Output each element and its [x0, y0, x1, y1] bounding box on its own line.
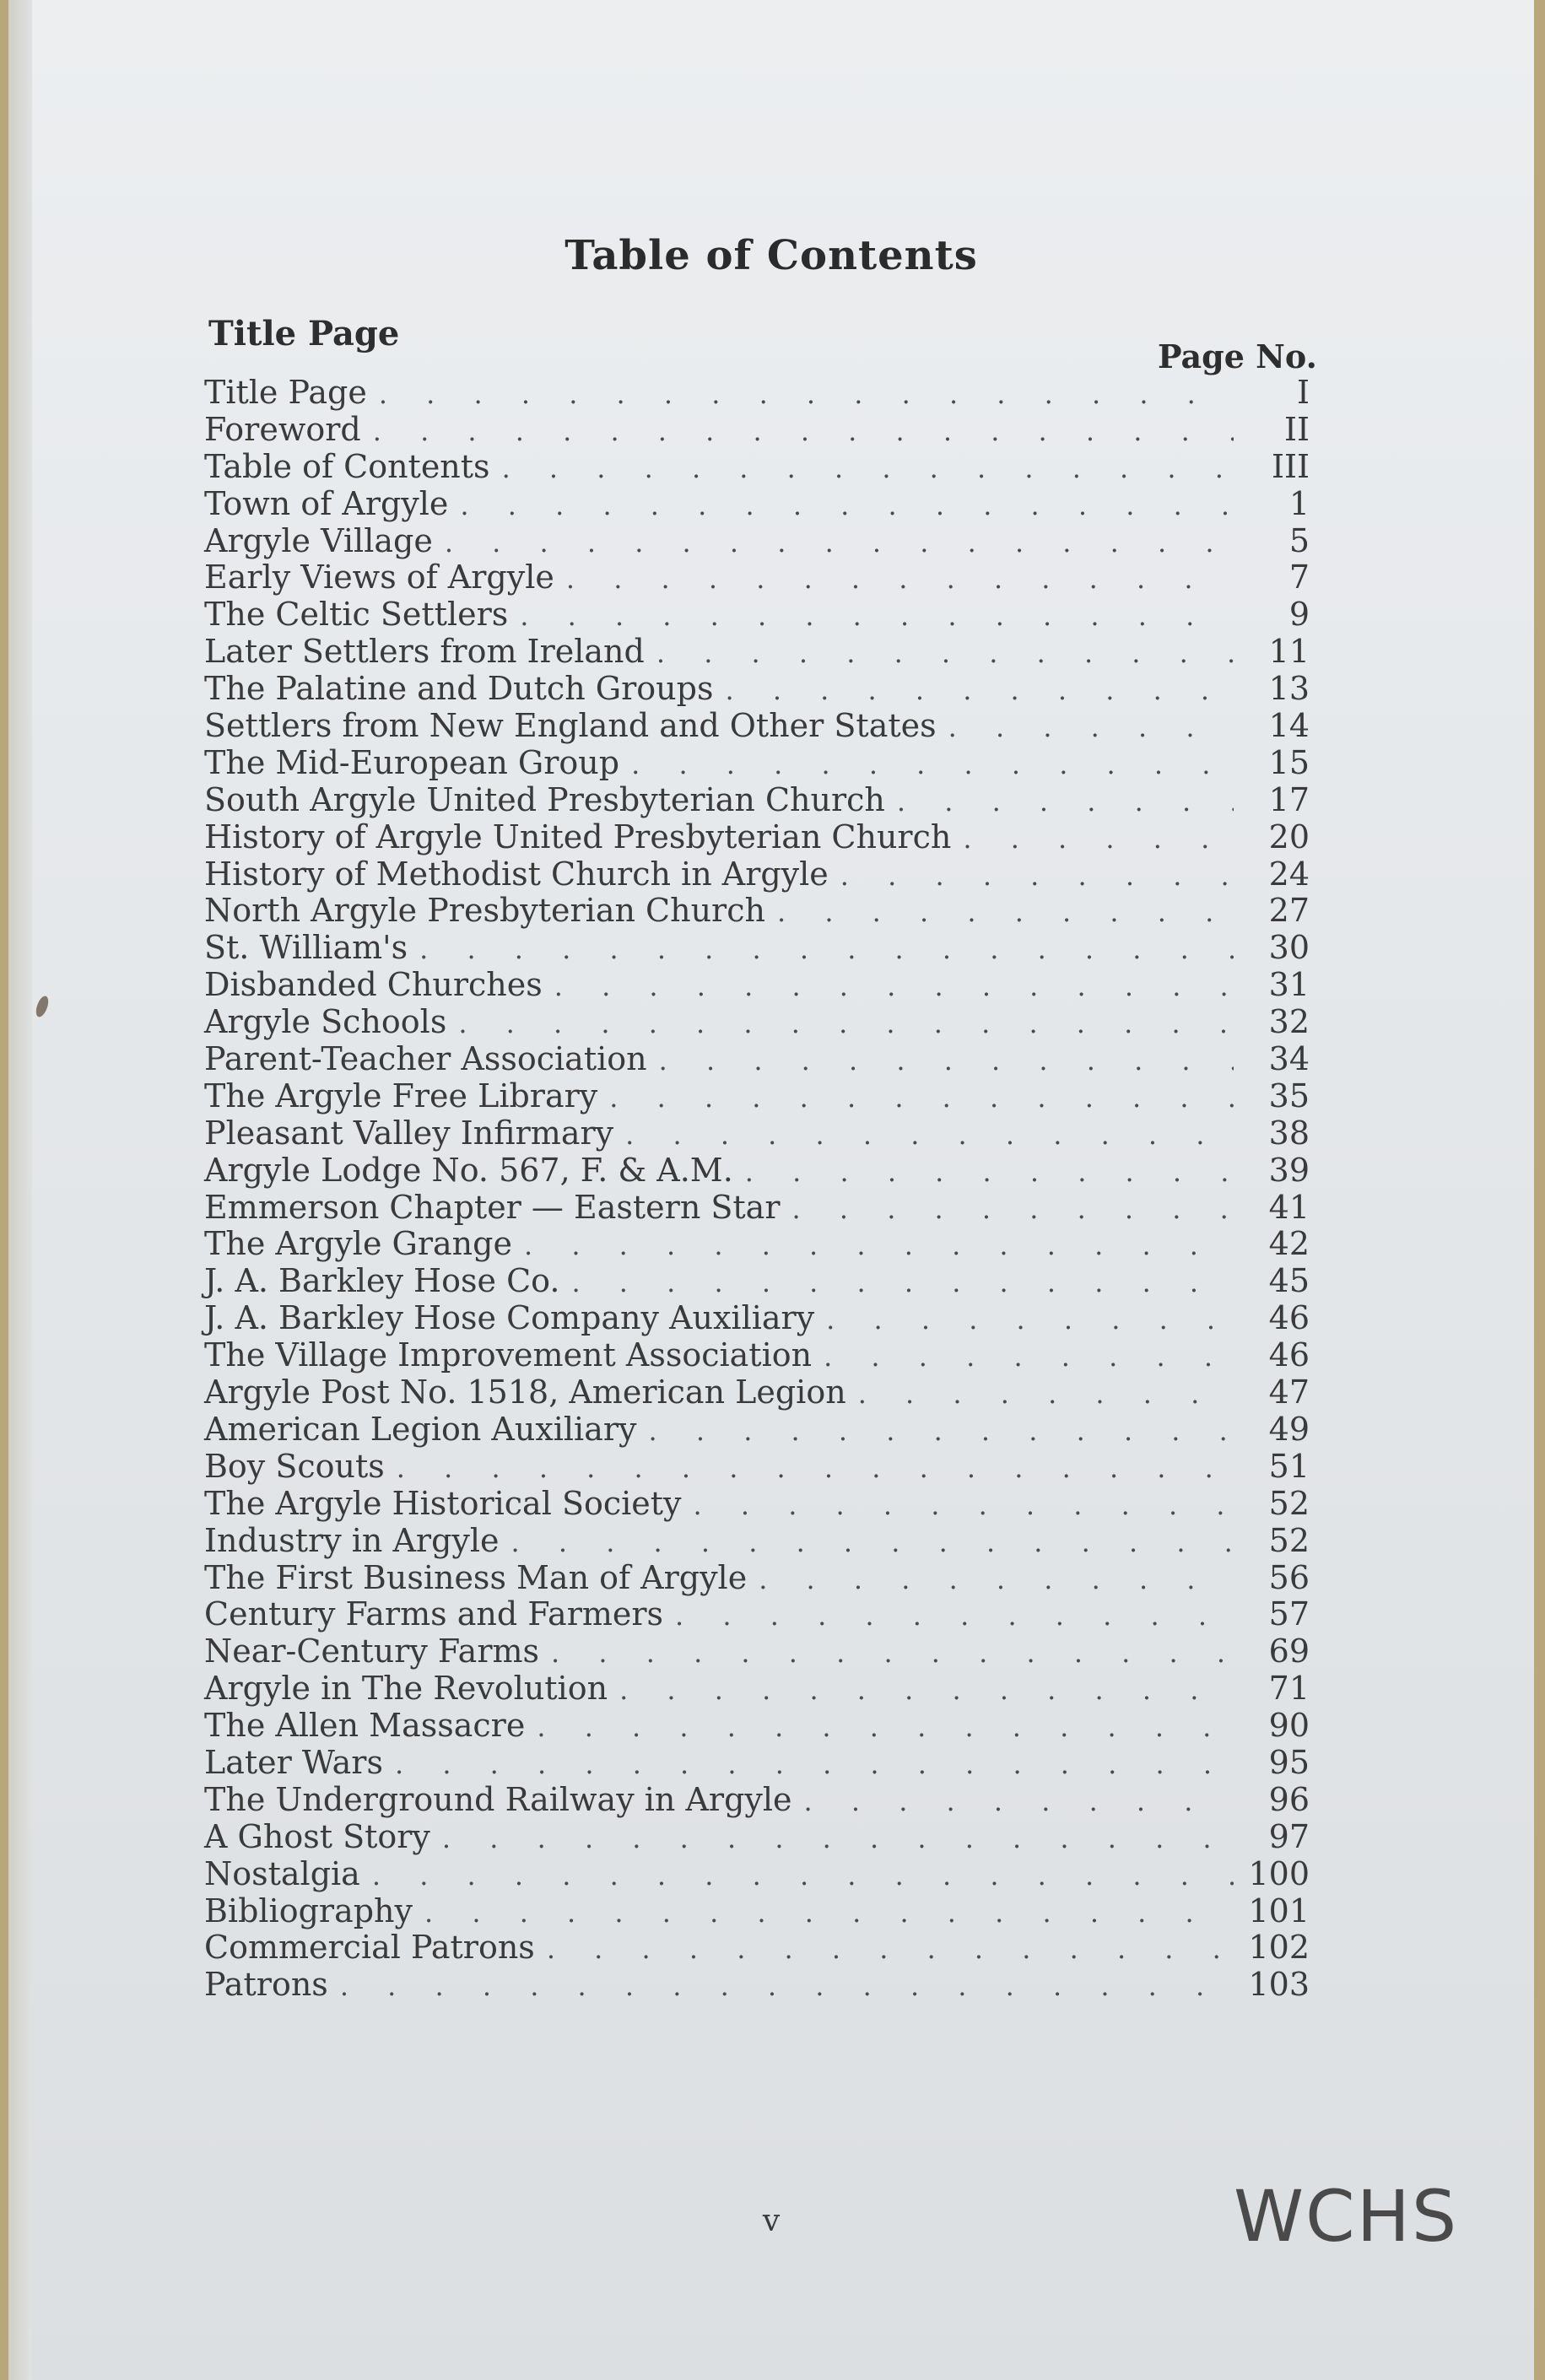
- toc-entry: [204, 1670, 1310, 1708]
- toc-leader-dots: [340, 1968, 1234, 2005]
- toc-entry: [204, 523, 1310, 560]
- toc-leader-dots: [725, 672, 1234, 710]
- toc-leader-dots: [840, 858, 1234, 895]
- toc-entry: [204, 1041, 1310, 1078]
- toc-entry: [204, 449, 1310, 486]
- toc-leader-dots: [619, 1672, 1234, 1709]
- toc-leader-dots: [566, 561, 1234, 598]
- toc-leader-dots: [609, 1080, 1234, 1117]
- toc-entry-page: 14: [1268, 707, 1310, 745]
- toc-entry-page: 38: [1268, 1114, 1310, 1152]
- toc-entry-title: Foreword: [204, 410, 361, 448]
- table-of-contents-list: [204, 375, 1310, 2004]
- toc-entry-title: History of Argyle United Presbyterian Church: [204, 818, 952, 855]
- toc-leader-dots: [759, 1562, 1234, 1599]
- toc-entry-title: Pleasant Valley Infirmary: [204, 1114, 614, 1152]
- toc-entry-title: Boy Scouts: [204, 1447, 385, 1485]
- toc-entry-page: 46: [1268, 1336, 1310, 1374]
- toc-entry: [204, 819, 1310, 856]
- toc-leader-dots: [694, 1487, 1234, 1525]
- toc-entry-page: 71: [1268, 1670, 1310, 1708]
- toc-entry-title: The Underground Railway in Argyle: [204, 1780, 792, 1818]
- toc-leader-dots: [511, 1525, 1234, 1562]
- toc-entry-page: II: [1283, 410, 1310, 448]
- toc-entry: [204, 1190, 1310, 1227]
- toc-entry-title: Industry in Argyle: [204, 1521, 500, 1559]
- toc-leader-dots: [551, 1635, 1234, 1672]
- toc-entry-title: Emmerson Chapter — Eastern Star: [204, 1188, 781, 1226]
- toc-leader-dots: [395, 1746, 1234, 1784]
- toc-leader-dots: [826, 1302, 1234, 1339]
- toc-entry-page: 24: [1268, 855, 1310, 893]
- toc-entry: [204, 1967, 1310, 2004]
- toc-entry-title: Argyle in The Revolution: [204, 1670, 608, 1708]
- toc-entry-title: Parent-Teacher Association: [204, 1040, 647, 1078]
- toc-leader-dots: [804, 1784, 1234, 1821]
- toc-entry-title: Settlers from New England and Other States: [204, 707, 937, 745]
- toc-entry-page: 31: [1268, 966, 1310, 1004]
- toc-entry: [204, 1782, 1310, 1819]
- toc-entry-page: 57: [1268, 1595, 1310, 1633]
- toc-entry: [204, 375, 1310, 412]
- toc-entry: [204, 1486, 1310, 1523]
- toc-leader-dots: [547, 1931, 1234, 1968]
- toc-leader-dots: [397, 1450, 1234, 1487]
- toc-entry-title: Argyle Post No. 1518, American Legion: [204, 1373, 846, 1411]
- toc-entry-page: 35: [1268, 1077, 1310, 1114]
- toc-leader-dots: [424, 1895, 1234, 1932]
- toc-entry-page: 52: [1268, 1521, 1310, 1559]
- footer-page-number: v: [762, 2204, 781, 2238]
- toc-entry-title: Early Views of Argyle: [204, 559, 554, 596]
- toc-leader-dots: [379, 376, 1234, 413]
- toc-entry-title: Commercial Patrons: [204, 1929, 535, 1967]
- toc-leader-dots: [948, 710, 1234, 747]
- toc-entry: [204, 1300, 1310, 1337]
- toc-entry-page: 34: [1268, 1040, 1310, 1078]
- toc-entry: [204, 1523, 1310, 1560]
- toc-entry-page: 17: [1268, 780, 1310, 818]
- toc-entry: [204, 1374, 1310, 1411]
- toc-entry-title: J. A. Barkley Hose Company Auxiliary: [204, 1299, 815, 1337]
- column-header-title: Title Page: [208, 314, 400, 353]
- toc-entry-page: 7: [1288, 559, 1310, 596]
- toc-entry: [204, 1004, 1310, 1041]
- toc-entry-title: North Argyle Presbyterian Church: [204, 892, 765, 930]
- page-binding-edge: [8, 0, 32, 2380]
- watermark: WCHS: [1234, 2175, 1459, 2258]
- toc-entry-page: 45: [1268, 1262, 1310, 1300]
- toc-entry-title: Argyle Schools: [204, 1003, 447, 1041]
- toc-entry: [204, 967, 1310, 1004]
- column-header-page: Page No.: [1158, 337, 1317, 375]
- toc-leader-dots: [445, 525, 1234, 562]
- toc-leader-dots: [659, 1043, 1234, 1080]
- toc-entry: [204, 893, 1310, 930]
- toc-entry-page: 5: [1288, 521, 1310, 559]
- toc-entry-title: Title Page: [204, 374, 367, 411]
- toc-entry: [204, 1633, 1310, 1670]
- toc-leader-dots: [631, 747, 1234, 784]
- toc-entry-title: Table of Contents: [204, 447, 490, 485]
- toc-entry: [204, 1929, 1310, 1967]
- toc-entry-page: 103: [1248, 1966, 1310, 2004]
- toc-entry: [204, 1078, 1310, 1115]
- toc-leader-dots: [792, 1191, 1234, 1228]
- toc-entry-page: 49: [1268, 1410, 1310, 1448]
- toc-entry: [204, 1893, 1310, 1930]
- toc-entry: [204, 782, 1310, 819]
- toc-entry: [204, 1596, 1310, 1633]
- toc-leader-dots: [419, 931, 1234, 969]
- toc-entry-page: I: [1296, 374, 1310, 411]
- toc-entry-title: Argyle Lodge No. 567, F. & A.M.: [204, 1151, 733, 1189]
- toc-entry: [204, 1337, 1310, 1374]
- toc-entry-page: 96: [1268, 1780, 1310, 1818]
- toc-entry-page: 41: [1268, 1188, 1310, 1226]
- toc-entry: [204, 412, 1310, 449]
- toc-entry-title: Century Farms and Farmers: [204, 1595, 664, 1633]
- toc-entry: [204, 1819, 1310, 1856]
- toc-entry: [204, 1115, 1310, 1152]
- page-title: Table of Contents: [565, 232, 978, 279]
- toc-leader-dots: [571, 1265, 1234, 1302]
- toc-entry-title: Near-Century Farms: [204, 1633, 540, 1670]
- toc-leader-dots: [373, 413, 1234, 451]
- toc-entry-title: South Argyle United Presbyterian Church: [204, 780, 885, 818]
- toc-entry-title: Bibliography: [204, 1892, 413, 1929]
- toc-entry: [204, 596, 1310, 634]
- toc-entry-page: 100: [1248, 1854, 1310, 1892]
- toc-entry: [204, 930, 1310, 967]
- toc-entry-page: 47: [1268, 1373, 1310, 1411]
- toc-entry-title: Patrons: [204, 1966, 328, 2004]
- toc-entry: [204, 1449, 1310, 1486]
- toc-entry-title: Nostalgia: [204, 1854, 360, 1892]
- toc-entry-title: Argyle Village: [204, 521, 433, 559]
- toc-entry-title: The Argyle Free Library: [204, 1077, 598, 1114]
- toc-entry: [204, 1411, 1310, 1449]
- toc-entry-page: III: [1271, 447, 1310, 485]
- toc-entry-page: 97: [1268, 1817, 1310, 1855]
- toc-entry-title: The Argyle Grange: [204, 1225, 512, 1263]
- toc-leader-dots: [554, 969, 1234, 1006]
- toc-entry-page: 102: [1248, 1929, 1310, 1967]
- toc-entry-title: The Celtic Settlers: [204, 596, 509, 634]
- toc-leader-dots: [442, 1821, 1234, 1858]
- toc-entry: [204, 1263, 1310, 1300]
- toc-entry-title: Later Settlers from Ireland: [204, 633, 645, 671]
- toc-entry-page: 9: [1288, 596, 1310, 634]
- toc-entry: [204, 1856, 1310, 1893]
- toc-entry-page: 32: [1268, 1003, 1310, 1041]
- toc-entry-title: Town of Argyle: [204, 484, 449, 522]
- toc-leader-dots: [458, 1006, 1234, 1043]
- toc-leader-dots: [777, 894, 1234, 931]
- toc-entry-title: American Legion Auxiliary: [204, 1410, 637, 1448]
- toc-entry: [204, 856, 1310, 893]
- toc-entry: [204, 486, 1310, 523]
- toc-leader-dots: [656, 635, 1234, 672]
- toc-entry-title: The Village Improvement Association: [204, 1336, 813, 1374]
- toc-leader-dots: [537, 1709, 1234, 1746]
- toc-leader-dots: [520, 598, 1234, 635]
- toc-entry-title: The Palatine and Dutch Groups: [204, 670, 714, 708]
- toc-entry-page: 13: [1268, 670, 1310, 708]
- toc-entry-page: 15: [1268, 743, 1310, 781]
- toc-entry: [204, 745, 1310, 782]
- book-page: [8, 0, 1534, 2380]
- toc-entry-page: 52: [1268, 1484, 1310, 1522]
- toc-entry-title: Later Wars: [204, 1743, 383, 1781]
- toc-entry: [204, 634, 1310, 671]
- toc-leader-dots: [649, 1413, 1234, 1450]
- toc-entry-page: 39: [1268, 1151, 1310, 1189]
- toc-leader-dots: [502, 451, 1234, 488]
- toc-entry-page: 51: [1268, 1447, 1310, 1485]
- toc-leader-dots: [824, 1339, 1234, 1376]
- toc-entry-title: The Mid-European Group: [204, 743, 620, 781]
- toc-entry: [204, 1708, 1310, 1745]
- toc-entry-page: 90: [1268, 1707, 1310, 1745]
- toc-leader-dots: [460, 488, 1234, 525]
- toc-entry-title: History of Methodist Church in Argyle: [204, 855, 829, 893]
- toc-entry: [204, 708, 1310, 745]
- toc-entry: [204, 559, 1310, 596]
- toc-entry-page: 69: [1268, 1633, 1310, 1670]
- toc-entry-page: 46: [1268, 1299, 1310, 1337]
- toc-entry-title: Disbanded Churches: [204, 966, 543, 1004]
- ink-smudge: [34, 995, 51, 1019]
- toc-entry-page: 27: [1268, 892, 1310, 930]
- toc-leader-dots: [963, 821, 1234, 858]
- toc-leader-dots: [745, 1154, 1234, 1191]
- toc-entry-title: The First Business Man of Argyle: [204, 1558, 748, 1596]
- toc-entry: [204, 1226, 1310, 1263]
- toc-entry-page: 56: [1268, 1558, 1310, 1596]
- toc-leader-dots: [858, 1376, 1234, 1413]
- toc-entry-title: J. A. Barkley Hose Co.: [204, 1262, 560, 1300]
- toc-entry-page: 20: [1268, 818, 1310, 855]
- toc-entry-title: A Ghost Story: [204, 1817, 430, 1855]
- toc-entry-page: 11: [1268, 633, 1310, 671]
- toc-entry-page: 1: [1288, 484, 1310, 522]
- toc-entry-page: 42: [1268, 1225, 1310, 1263]
- toc-entry-title: St. William's: [204, 929, 408, 967]
- toc-entry-title: The Argyle Historical Society: [204, 1484, 682, 1522]
- toc-leader-dots: [675, 1598, 1234, 1635]
- toc-entry: [204, 671, 1310, 708]
- toc-entry-page: 30: [1268, 929, 1310, 967]
- toc-entry: [204, 1560, 1310, 1597]
- toc-entry: [204, 1745, 1310, 1782]
- toc-leader-dots: [897, 784, 1234, 821]
- toc-leader-dots: [372, 1858, 1234, 1895]
- toc-entry: [204, 1152, 1310, 1190]
- toc-entry-page: 101: [1248, 1892, 1310, 1929]
- toc-entry-title: The Allen Massacre: [204, 1707, 526, 1745]
- toc-leader-dots: [625, 1117, 1234, 1154]
- toc-entry-page: 95: [1268, 1743, 1310, 1781]
- toc-leader-dots: [524, 1228, 1234, 1265]
